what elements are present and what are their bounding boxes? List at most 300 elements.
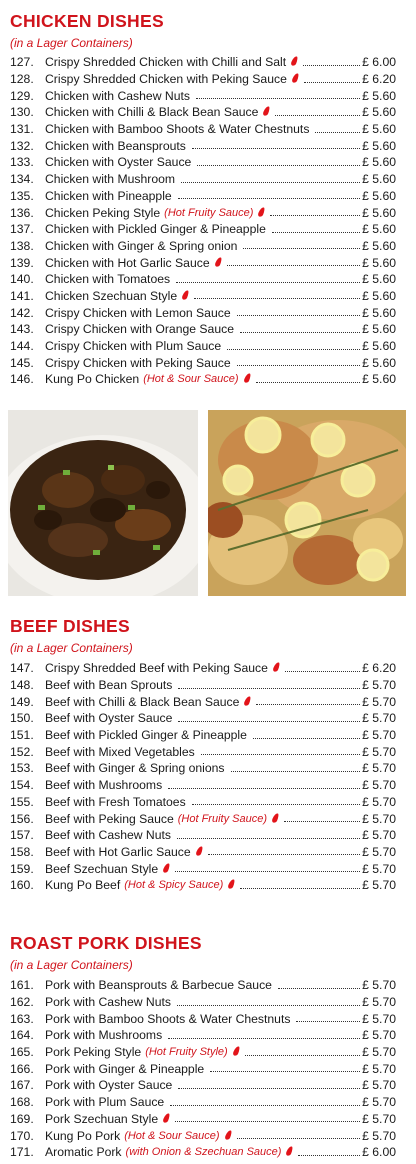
section-subtitle: (in a Lager Containers) (10, 36, 133, 50)
dot-leader (170, 1105, 360, 1106)
item-list (0, 54, 416, 388)
item-number: 132. (10, 138, 34, 153)
item-price: £ 5.70 (362, 694, 396, 709)
item-price: £ 5.70 (362, 1028, 396, 1043)
item-body (45, 777, 396, 794)
item-body (45, 693, 396, 710)
dot-leader (296, 1021, 360, 1022)
item-name: Pork with Ginger & Pineapple (45, 1061, 205, 1076)
dot-leader (227, 265, 361, 266)
item-number: 157. (10, 828, 34, 843)
item-number: 149. (10, 694, 34, 709)
menu-item (0, 171, 416, 188)
dot-leader (192, 804, 360, 805)
dot-leader (243, 248, 360, 249)
dot-leader (197, 165, 360, 166)
item-body (45, 660, 396, 677)
menu-item (0, 727, 416, 744)
menu-item (0, 288, 416, 305)
item-number: 144. (10, 339, 34, 354)
item-name: Crispy Chicken with Peking Sauce (45, 355, 231, 370)
dot-leader (237, 1138, 361, 1139)
item-price: £ 5.60 (362, 122, 396, 137)
dot-leader (227, 349, 360, 350)
menu-item (0, 877, 416, 894)
item-number: 170. (10, 1128, 34, 1143)
item-price: £ 5.60 (362, 355, 396, 370)
item-price: £ 5.70 (362, 711, 396, 726)
item-price: £ 5.70 (362, 761, 396, 776)
menu-item (0, 354, 416, 371)
menu-item (0, 104, 416, 121)
item-number: 163. (10, 1011, 34, 1026)
item-price: £ 5.70 (362, 995, 396, 1010)
dot-leader (176, 282, 360, 283)
dot-leader (284, 821, 360, 822)
item-number: 165. (10, 1045, 34, 1060)
dot-leader (178, 721, 360, 722)
item-number: 143. (10, 322, 34, 337)
item-name: Crispy Shredded Chicken with Chilli and Salt (45, 55, 287, 70)
item-price: £ 6.20 (362, 661, 396, 676)
dot-leader (181, 182, 360, 183)
item-note: (Hot & Sour Sauce) (124, 1129, 220, 1142)
item-body (45, 1094, 396, 1111)
menu-item (0, 54, 416, 71)
menu-item (0, 87, 416, 104)
item-price: £ 5.70 (362, 778, 396, 793)
item-number: 171. (10, 1145, 34, 1160)
item-name: Pork with Bamboo Shoots & Water Chestnuts (45, 1011, 291, 1026)
item-body (45, 827, 396, 844)
item-note: (Hot & Sour Sauce) (143, 373, 239, 386)
menu-item (0, 321, 416, 338)
dot-leader (270, 215, 360, 216)
menu-item (0, 1111, 416, 1128)
item-body (45, 1027, 396, 1044)
item-body (45, 254, 396, 271)
dot-leader (168, 788, 360, 789)
item-body (45, 710, 396, 727)
item-number: 138. (10, 238, 34, 253)
dot-leader (231, 771, 361, 772)
item-number: 127. (10, 55, 34, 70)
item-body (45, 104, 396, 121)
item-name: Crispy Shredded Beef with Peking Sauce (45, 661, 268, 676)
dot-leader (201, 754, 360, 755)
menu-item (0, 338, 416, 355)
item-name: Beef with Mixed Vegetables (45, 744, 195, 759)
item-price: £ 5.60 (362, 88, 396, 103)
item-price: £ 5.70 (362, 828, 396, 843)
item-number: 167. (10, 1078, 34, 1093)
menu-item (0, 1044, 416, 1061)
item-name: Beef with Fresh Tomatoes (45, 794, 186, 809)
menu-item (0, 71, 416, 88)
item-number: 147. (10, 661, 34, 676)
item-price: £ 5.60 (362, 339, 396, 354)
roast-chicken-lemon-potatoes-photo (208, 410, 406, 596)
item-body (45, 977, 396, 994)
item-price: £ 6.00 (362, 1145, 396, 1160)
item-number: 130. (10, 105, 34, 120)
item-name: Crispy Chicken with Plum Sauce (45, 339, 222, 354)
item-price: £ 5.70 (362, 1095, 396, 1110)
item-name: Beef with Mushrooms (45, 778, 163, 793)
menu-item (0, 994, 416, 1011)
chilli-icon (162, 862, 170, 873)
dot-leader (178, 1088, 360, 1089)
chilli-icon (272, 662, 280, 673)
item-body (45, 794, 396, 811)
item-body (45, 677, 396, 694)
dot-leader (256, 382, 361, 383)
item-name: Kung Po Beef (45, 878, 121, 893)
item-name: Kung Po Pork (45, 1128, 121, 1143)
item-price: £ 5.60 (362, 255, 396, 270)
dot-leader (208, 854, 360, 855)
menu-item (0, 271, 416, 288)
item-number: 159. (10, 861, 34, 876)
item-price: £ 5.60 (362, 105, 396, 120)
item-number: 131. (10, 122, 34, 137)
item-body (45, 288, 396, 305)
item-name: Pork with Cashew Nuts (45, 995, 171, 1010)
menu-item (0, 777, 416, 794)
menu-item (0, 743, 416, 760)
item-price: £ 5.60 (362, 288, 396, 303)
menu-item (0, 710, 416, 727)
item-price: £ 5.60 (362, 205, 396, 220)
item-list (0, 660, 416, 894)
menu-item (0, 977, 416, 994)
dot-leader (237, 315, 361, 316)
item-price: £ 5.70 (362, 744, 396, 759)
item-name: Kung Po Chicken (45, 372, 140, 387)
item-note: (Hot Fruity Sauce) (164, 206, 254, 219)
menu-item (0, 760, 416, 777)
chilli-icon (290, 56, 298, 67)
chilli-icon (271, 812, 279, 823)
dot-leader (285, 671, 360, 672)
item-number: 162. (10, 995, 34, 1010)
section-subtitle: (in a Lager Containers) (10, 641, 133, 655)
item-number: 137. (10, 222, 34, 237)
item-price: £ 6.00 (362, 55, 396, 70)
dot-leader (237, 365, 361, 366)
item-name: Beef with Cashew Nuts (45, 828, 171, 843)
item-number: 135. (10, 188, 34, 203)
menu-item (0, 121, 416, 138)
item-price: £ 6.20 (362, 72, 396, 87)
dot-leader (315, 132, 360, 133)
item-name: Chicken Peking Style (45, 205, 161, 220)
item-number: 155. (10, 794, 34, 809)
item-note: (with Onion & Szechuan Sauce) (125, 1146, 282, 1159)
dot-leader (168, 1038, 360, 1039)
dot-leader (178, 198, 360, 199)
item-number: 151. (10, 728, 34, 743)
item-price: £ 5.60 (362, 238, 396, 253)
item-number: 139. (10, 255, 34, 270)
item-price: £ 5.70 (362, 1128, 396, 1143)
item-body (45, 171, 396, 188)
menu-item (0, 1127, 416, 1144)
item-body (45, 238, 396, 255)
chilli-icon (291, 72, 299, 83)
chilli-icon (228, 879, 236, 890)
item-price: £ 5.70 (362, 844, 396, 859)
item-body (45, 338, 396, 355)
item-number: 168. (10, 1095, 34, 1110)
item-name: Chicken with Beansprouts (45, 138, 186, 153)
item-body (45, 844, 396, 861)
menu-item (0, 794, 416, 811)
item-name: Beef with Chilli & Black Bean Sauce (45, 694, 240, 709)
item-note: (Hot & Spicy Sauce) (124, 879, 224, 892)
chilli-icon (195, 845, 203, 856)
menu-item (0, 677, 416, 694)
item-name: Beef with Ginger & Spring onions (45, 761, 225, 776)
item-name: Chicken Szechuan Style (45, 288, 178, 303)
menu-item (0, 137, 416, 154)
item-price: £ 5.70 (362, 978, 396, 993)
menu-item (0, 238, 416, 255)
dot-leader (256, 704, 360, 705)
dot-leader (194, 298, 360, 299)
section-title: ROAST PORK DISHES (10, 933, 202, 953)
dot-leader (177, 1005, 360, 1006)
menu-item (0, 221, 416, 238)
item-body (45, 1111, 396, 1128)
item-price: £ 5.60 (362, 172, 396, 187)
item-body (45, 860, 396, 877)
item-number: 152. (10, 744, 34, 759)
item-price: £ 5.70 (362, 1078, 396, 1093)
item-body (45, 371, 396, 388)
chilli-icon (181, 289, 189, 300)
item-body (45, 121, 396, 138)
menu-item (0, 154, 416, 171)
chilli-icon (258, 206, 266, 217)
section-title: BEEF DISHES (10, 616, 130, 636)
item-name: Pork Peking Style (45, 1045, 142, 1060)
item-body (45, 154, 396, 171)
item-price: £ 5.60 (362, 322, 396, 337)
item-number: 166. (10, 1061, 34, 1076)
item-price: £ 5.70 (362, 861, 396, 876)
item-price: £ 5.70 (362, 1045, 396, 1060)
item-number: 142. (10, 305, 34, 320)
item-name: Chicken with Mushroom (45, 172, 176, 187)
item-name: Pork Szechuan Style (45, 1111, 159, 1126)
dot-leader (303, 65, 360, 66)
item-price: £ 5.60 (362, 305, 396, 320)
item-number: 129. (10, 88, 34, 103)
dot-leader (178, 688, 360, 689)
item-price: £ 5.70 (362, 811, 396, 826)
menu-item (0, 1060, 416, 1077)
item-number: 133. (10, 155, 34, 170)
item-name: Chicken with Cashew Nuts (45, 88, 190, 103)
menu-item (0, 1027, 416, 1044)
menu-item (0, 204, 416, 221)
menu-item (0, 1094, 416, 1111)
menu-item (0, 1144, 416, 1161)
item-name: Beef with Hot Garlic Sauce (45, 844, 191, 859)
item-price: £ 5.70 (362, 1111, 396, 1126)
menu-item (0, 371, 416, 388)
dot-leader (245, 1055, 360, 1056)
item-price: £ 5.60 (362, 272, 396, 287)
dot-leader (304, 82, 360, 83)
dot-leader (253, 738, 360, 739)
item-number: 134. (10, 172, 34, 187)
dot-leader (278, 988, 360, 989)
menu-item (0, 304, 416, 321)
item-body (45, 54, 396, 71)
food-photos (8, 410, 406, 596)
item-price: £ 5.70 (362, 1011, 396, 1026)
dot-leader (192, 148, 360, 149)
item-name: Pork with Beansprouts & Barbecue Sauce (45, 978, 272, 993)
item-number: 148. (10, 678, 34, 693)
item-price: £ 5.60 (362, 372, 396, 387)
item-price: £ 5.70 (362, 1061, 396, 1076)
item-price: £ 5.70 (362, 878, 396, 893)
item-body (45, 87, 396, 104)
item-body (45, 188, 396, 205)
item-body (45, 810, 396, 827)
item-price: £ 5.60 (362, 155, 396, 170)
menu-item (0, 844, 416, 861)
chicken-mushroom-dish-photo (8, 410, 198, 596)
item-price: £ 5.60 (362, 188, 396, 203)
chilli-icon (224, 1129, 232, 1140)
item-note: (Hot Fruity Sauce) (177, 812, 267, 825)
item-body (45, 204, 396, 221)
item-name: Beef with Bean Sprouts (45, 678, 173, 693)
menu-item (0, 1010, 416, 1027)
item-body (45, 321, 396, 338)
menu-item (0, 810, 416, 827)
item-price: £ 5.70 (362, 794, 396, 809)
section-subtitle: (in a Lager Containers) (10, 958, 133, 972)
item-name: Chicken with Hot Garlic Sauce (45, 255, 210, 270)
dot-leader (175, 871, 360, 872)
item-body (45, 1044, 396, 1061)
item-name: Crispy Chicken with Orange Sauce (45, 322, 234, 337)
item-body (45, 71, 396, 88)
item-name: Beef with Pickled Ginger & Pineapple (45, 728, 247, 743)
dot-leader (177, 838, 360, 839)
item-body (45, 1077, 396, 1094)
item-number: 164. (10, 1028, 34, 1043)
item-number: 154. (10, 778, 34, 793)
menu-item (0, 1077, 416, 1094)
menu-item (0, 827, 416, 844)
item-name: Aromatic Pork (45, 1145, 122, 1160)
item-body (45, 994, 396, 1011)
item-body (45, 137, 396, 154)
item-number: 146. (10, 372, 34, 387)
item-body (45, 1144, 396, 1161)
item-body (45, 1127, 396, 1144)
item-name: Crispy Chicken with Lemon Sauce (45, 305, 231, 320)
item-name: Pork with Mushrooms (45, 1028, 163, 1043)
item-name: Chicken with Ginger & Spring onion (45, 238, 238, 253)
item-name: Beef Szechuan Style (45, 861, 159, 876)
dot-leader (240, 332, 360, 333)
item-price: £ 5.60 (362, 222, 396, 237)
item-body (45, 221, 396, 238)
dot-leader (272, 232, 360, 233)
item-price: £ 5.60 (362, 138, 396, 153)
item-number: 161. (10, 978, 34, 993)
item-name: Crispy Shredded Chicken with Peking Sauce (45, 72, 287, 87)
item-price: £ 5.70 (362, 678, 396, 693)
item-body (45, 304, 396, 321)
chilli-icon (286, 1146, 294, 1157)
chilli-icon (243, 373, 251, 384)
item-body (45, 271, 396, 288)
menu-item (0, 693, 416, 710)
item-number: 150. (10, 711, 34, 726)
menu-item (0, 188, 416, 205)
item-number: 156. (10, 811, 34, 826)
section-title: CHICKEN DISHES (10, 11, 164, 31)
item-name: Chicken with Chilli & Black Bean Sauce (45, 105, 259, 120)
item-number: 140. (10, 272, 34, 287)
item-body (45, 1060, 396, 1077)
item-body (45, 1010, 396, 1027)
item-name: Pork with Plum Sauce (45, 1095, 165, 1110)
menu-item (0, 254, 416, 271)
chilli-icon (244, 695, 252, 706)
item-name: Chicken with Pineapple (45, 188, 172, 203)
item-name: Chicken with Bamboo Shoots & Water Chestnuts (45, 122, 310, 137)
item-number: 169. (10, 1111, 34, 1126)
item-name: Chicken with Pickled Ginger & Pineapple (45, 222, 266, 237)
item-number: 128. (10, 72, 34, 87)
item-number: 160. (10, 878, 34, 893)
menu-item (0, 660, 416, 677)
dot-leader (275, 115, 360, 116)
item-number: 158. (10, 844, 34, 859)
item-number: 141. (10, 288, 34, 303)
chilli-icon (162, 1112, 170, 1123)
item-note: (Hot Fruity Style) (145, 1046, 228, 1059)
dot-leader (196, 98, 360, 99)
dot-leader (175, 1121, 360, 1122)
item-name: Beef with Oyster Sauce (45, 711, 173, 726)
chilli-icon (232, 1046, 240, 1057)
item-name: Pork with Oyster Sauce (45, 1078, 173, 1093)
item-number: 153. (10, 761, 34, 776)
item-price: £ 5.70 (362, 728, 396, 743)
item-body (45, 760, 396, 777)
item-number: 136. (10, 205, 34, 220)
dot-leader (240, 888, 360, 889)
item-number: 145. (10, 355, 34, 370)
item-name: Beef with Peking Sauce (45, 811, 174, 826)
item-body (45, 354, 396, 371)
item-body (45, 743, 396, 760)
item-name: Chicken with Oyster Sauce (45, 155, 192, 170)
dot-leader (298, 1155, 360, 1156)
chilli-icon (214, 256, 222, 267)
item-name: Chicken with Tomatoes (45, 272, 171, 287)
